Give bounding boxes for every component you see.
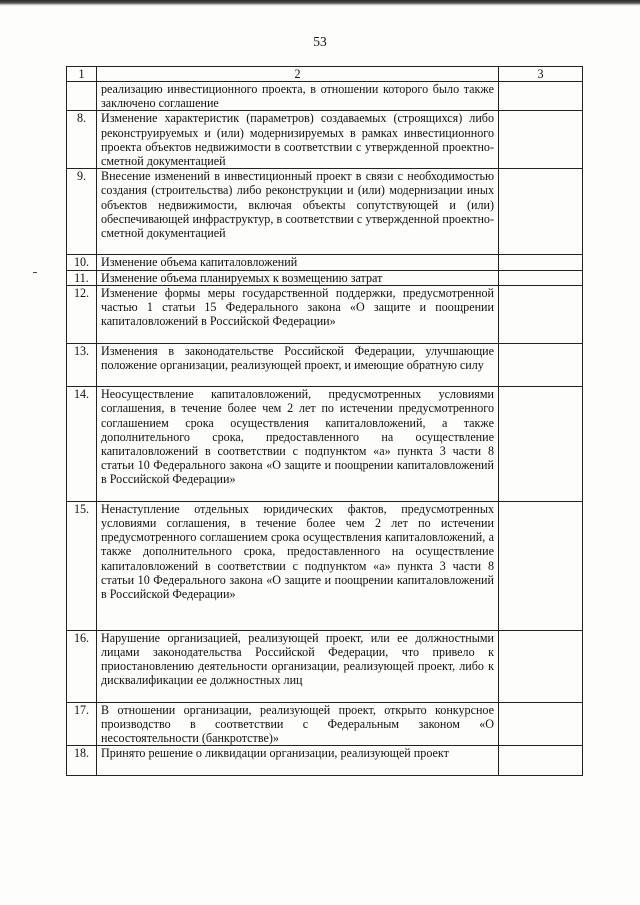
row-number: 16. [67,630,97,702]
margin-mark [33,272,37,273]
table-row [67,630,583,702]
table-row [67,501,583,630]
row-empty-cell [499,270,583,285]
row-empty-cell [499,501,583,630]
row-number: 10. [67,255,97,270]
row-empty-cell [499,169,583,255]
column-header-1: 1 [67,67,97,82]
row-description: Изменения в законодательстве Российской Федерации, улучшающие положение организации, реализующей проект, и имеющие обратную силу [97,343,499,387]
row-empty-cell [499,285,583,343]
row-empty-cell [499,387,583,502]
table-row [67,702,583,746]
row-number: 14. [67,387,97,502]
table-row [67,111,583,169]
column-header-3: 3 [499,67,583,82]
row-description: Внесение изменений в инвестиционный проект в связи с необходимостью создания (строительства) либо реконструкции и (или) модернизации иных объектов недвижимости, включая объекты сопутствующей и (или) обеспечивающей инфраструктур, в соответствии с утвержденной проектно-сметной документацией [97,169,499,255]
table-row [67,270,583,285]
row-number: 13. [67,343,97,387]
table-row [67,169,583,255]
row-number: 15. [67,501,97,630]
row-description: Изменение характеристик (параметров) создаваемых (строящихся) либо реконструируемых и (или) модернизируемых в рамках инвестиционного проекта объектов недвижимости в соответствии с утвержденной проектно-сметной документацией [97,111,499,169]
row-description: Принято решение о ликвидации организации, реализующей проект [97,746,499,775]
row-number [67,82,97,111]
scan-edge [0,0,640,6]
table-row [67,255,583,270]
table-row [67,343,583,387]
row-empty-cell [499,630,583,702]
row-number: 8. [67,111,97,169]
row-description: Нарушение организацией, реализующей проект, или ее должностными лицами законодательства Российской Федерации, что привело к приостановлению деятельности организации, реализующей проект, либо к дисквалификации ее должностных лиц [97,630,499,702]
row-description: Неосуществление капиталовложений, предусмотренных условиями соглашения, в течение более чем 2 лет по истечении предусмотренного соглашением срока осуществления капиталовложений, а также дополнительного срока, предоставленного на осуществление капиталовложений в соответствии с подпунктом «а» пункта 3 части 8 статьи 10 Федерального закона «О защите и поощрении капиталовложений в Российской Федерации» [97,387,499,502]
table-header-row [67,67,583,82]
row-number: 9. [67,169,97,255]
table-row [67,746,583,775]
row-empty-cell [499,82,583,111]
row-empty-cell [499,255,583,270]
row-description: В отношении организации, реализующей проект, открыто конкурсное производство в соответствии с Федеральным законом «О несостоятельности (банкротстве)» [97,702,499,746]
row-empty-cell [499,702,583,746]
row-empty-cell [499,746,583,775]
page-number: 53 [313,34,327,49]
table-row [67,387,583,502]
row-number: 17. [67,702,97,746]
row-description: реализацию инвестиционного проекта, в отношении которого было также заключено соглашение [97,82,499,111]
table-row [67,285,583,343]
row-empty-cell [499,343,583,387]
row-number: 11. [67,270,97,285]
row-number: 12. [67,285,97,343]
table-row [67,82,583,111]
row-description: Изменение объема капиталовложений [97,255,499,270]
table-body [67,67,583,776]
row-description: Изменение формы меры государственной поддержки, предусмотренной частью 1 статьи 15 Федерального закона «О защите и поощрении капиталовложений в Российской Федерации» [97,285,499,343]
document-table [66,66,583,776]
column-header-2: 2 [97,67,499,82]
row-description: Изменение объема планируемых к возмещению затрат [97,270,499,285]
row-number: 18. [67,746,97,775]
row-empty-cell [499,111,583,169]
row-description: Ненаступление отдельных юридических фактов, предусмотренных условиями соглашения, в течение более чем 2 лет по истечении предусмотренного соглашением срока осуществления капиталовложений, а также дополнительного срока, предоставленного на осуществление капиталовложений в соответствии с подпунктом «а» пункта 3 части 8 статьи 10 Федерального закона «О защите и поощрении капиталовложений в Российской Федерации» [97,501,499,630]
